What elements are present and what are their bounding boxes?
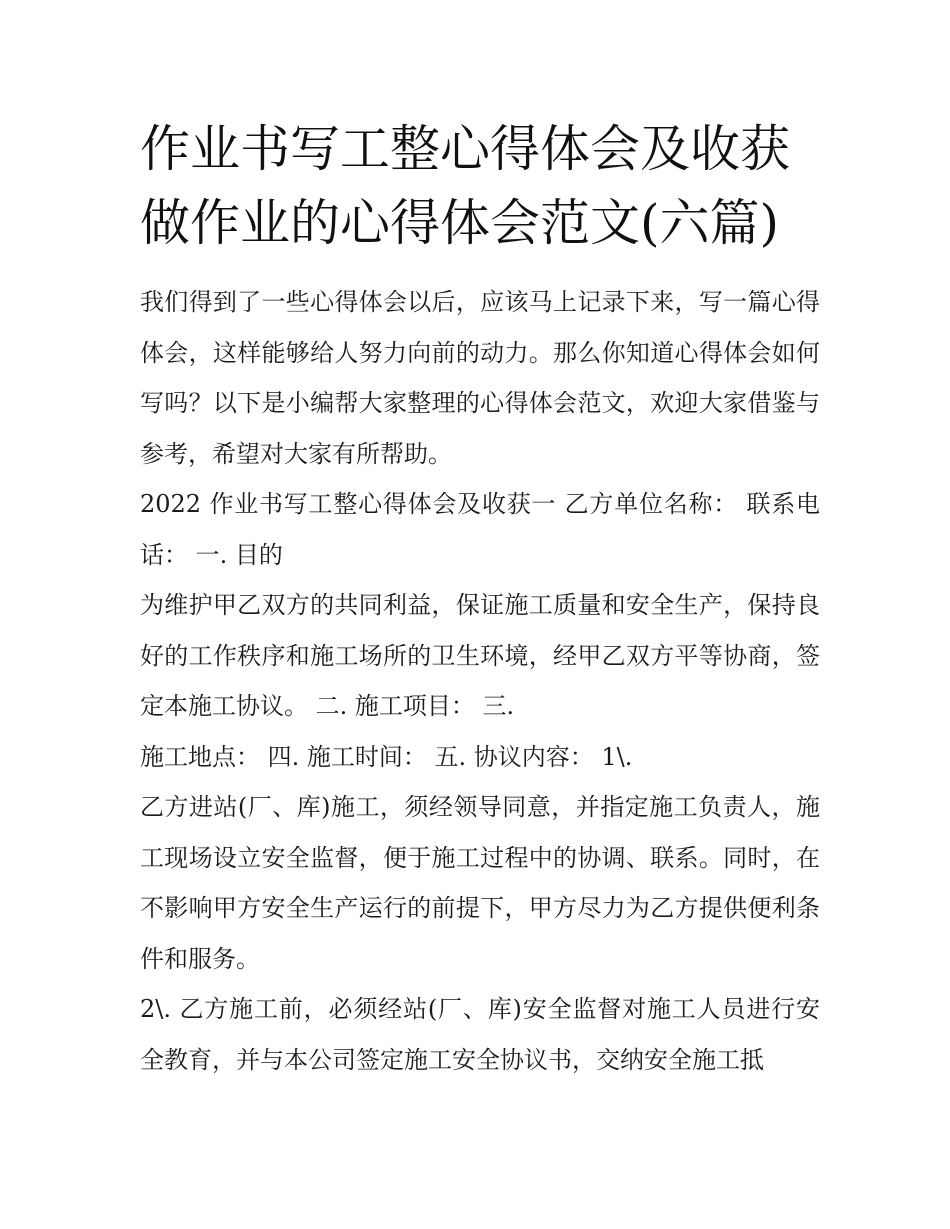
section-heading-paragraph: 2022 作业书写工整心得体会及收获一 乙方单位名称： 联系电话： 一. 目的 xyxy=(140,490,820,569)
clause-2-paragraph: 2\. 乙方施工前，必须经站(厂、库)安全监督对施工人员进行安全教育，并与本公司签定施工安全协议书，交纳安全施工抵 xyxy=(140,995,820,1074)
title-line-1: 作业书写工整心得体会及收获 xyxy=(140,120,790,178)
document-body xyxy=(140,277,820,1085)
purpose-paragraph: 为维护甲乙双方的共同利益，保证施工质量和安全生产，保持良好的工作秩序和施工场所的卫生环境，经甲乙双方平等协商，签定本施工协议。 二. 施工项目： 三. xyxy=(140,591,820,720)
title-line-2: 做作业的心得体会范文(六篇) xyxy=(140,194,780,252)
location-time-paragraph: 施工地点： 四. 施工时间： 五. 协议内容： 1\. xyxy=(140,742,633,771)
document-title xyxy=(140,112,820,260)
intro-paragraph: 我们得到了一些心得体会以后，应该马上记录下来，写一篇心得体会，这样能够给人努力向前的动力。那么你知道心得体会如何写吗？以下是小编帮大家整理的心得体会范文，欢迎大家借鉴与参考，希望对大家有所帮助。 xyxy=(140,288,820,468)
clause-1-paragraph: 乙方进站(厂、库)施工，须经领导同意，并指定施工负责人，施工现场设立安全监督，便于施工过程中的协调、联系。同时，在不影响甲方安全生产运行的前提下，甲方尽力为乙方提供便利条件和服务。 xyxy=(140,793,820,973)
